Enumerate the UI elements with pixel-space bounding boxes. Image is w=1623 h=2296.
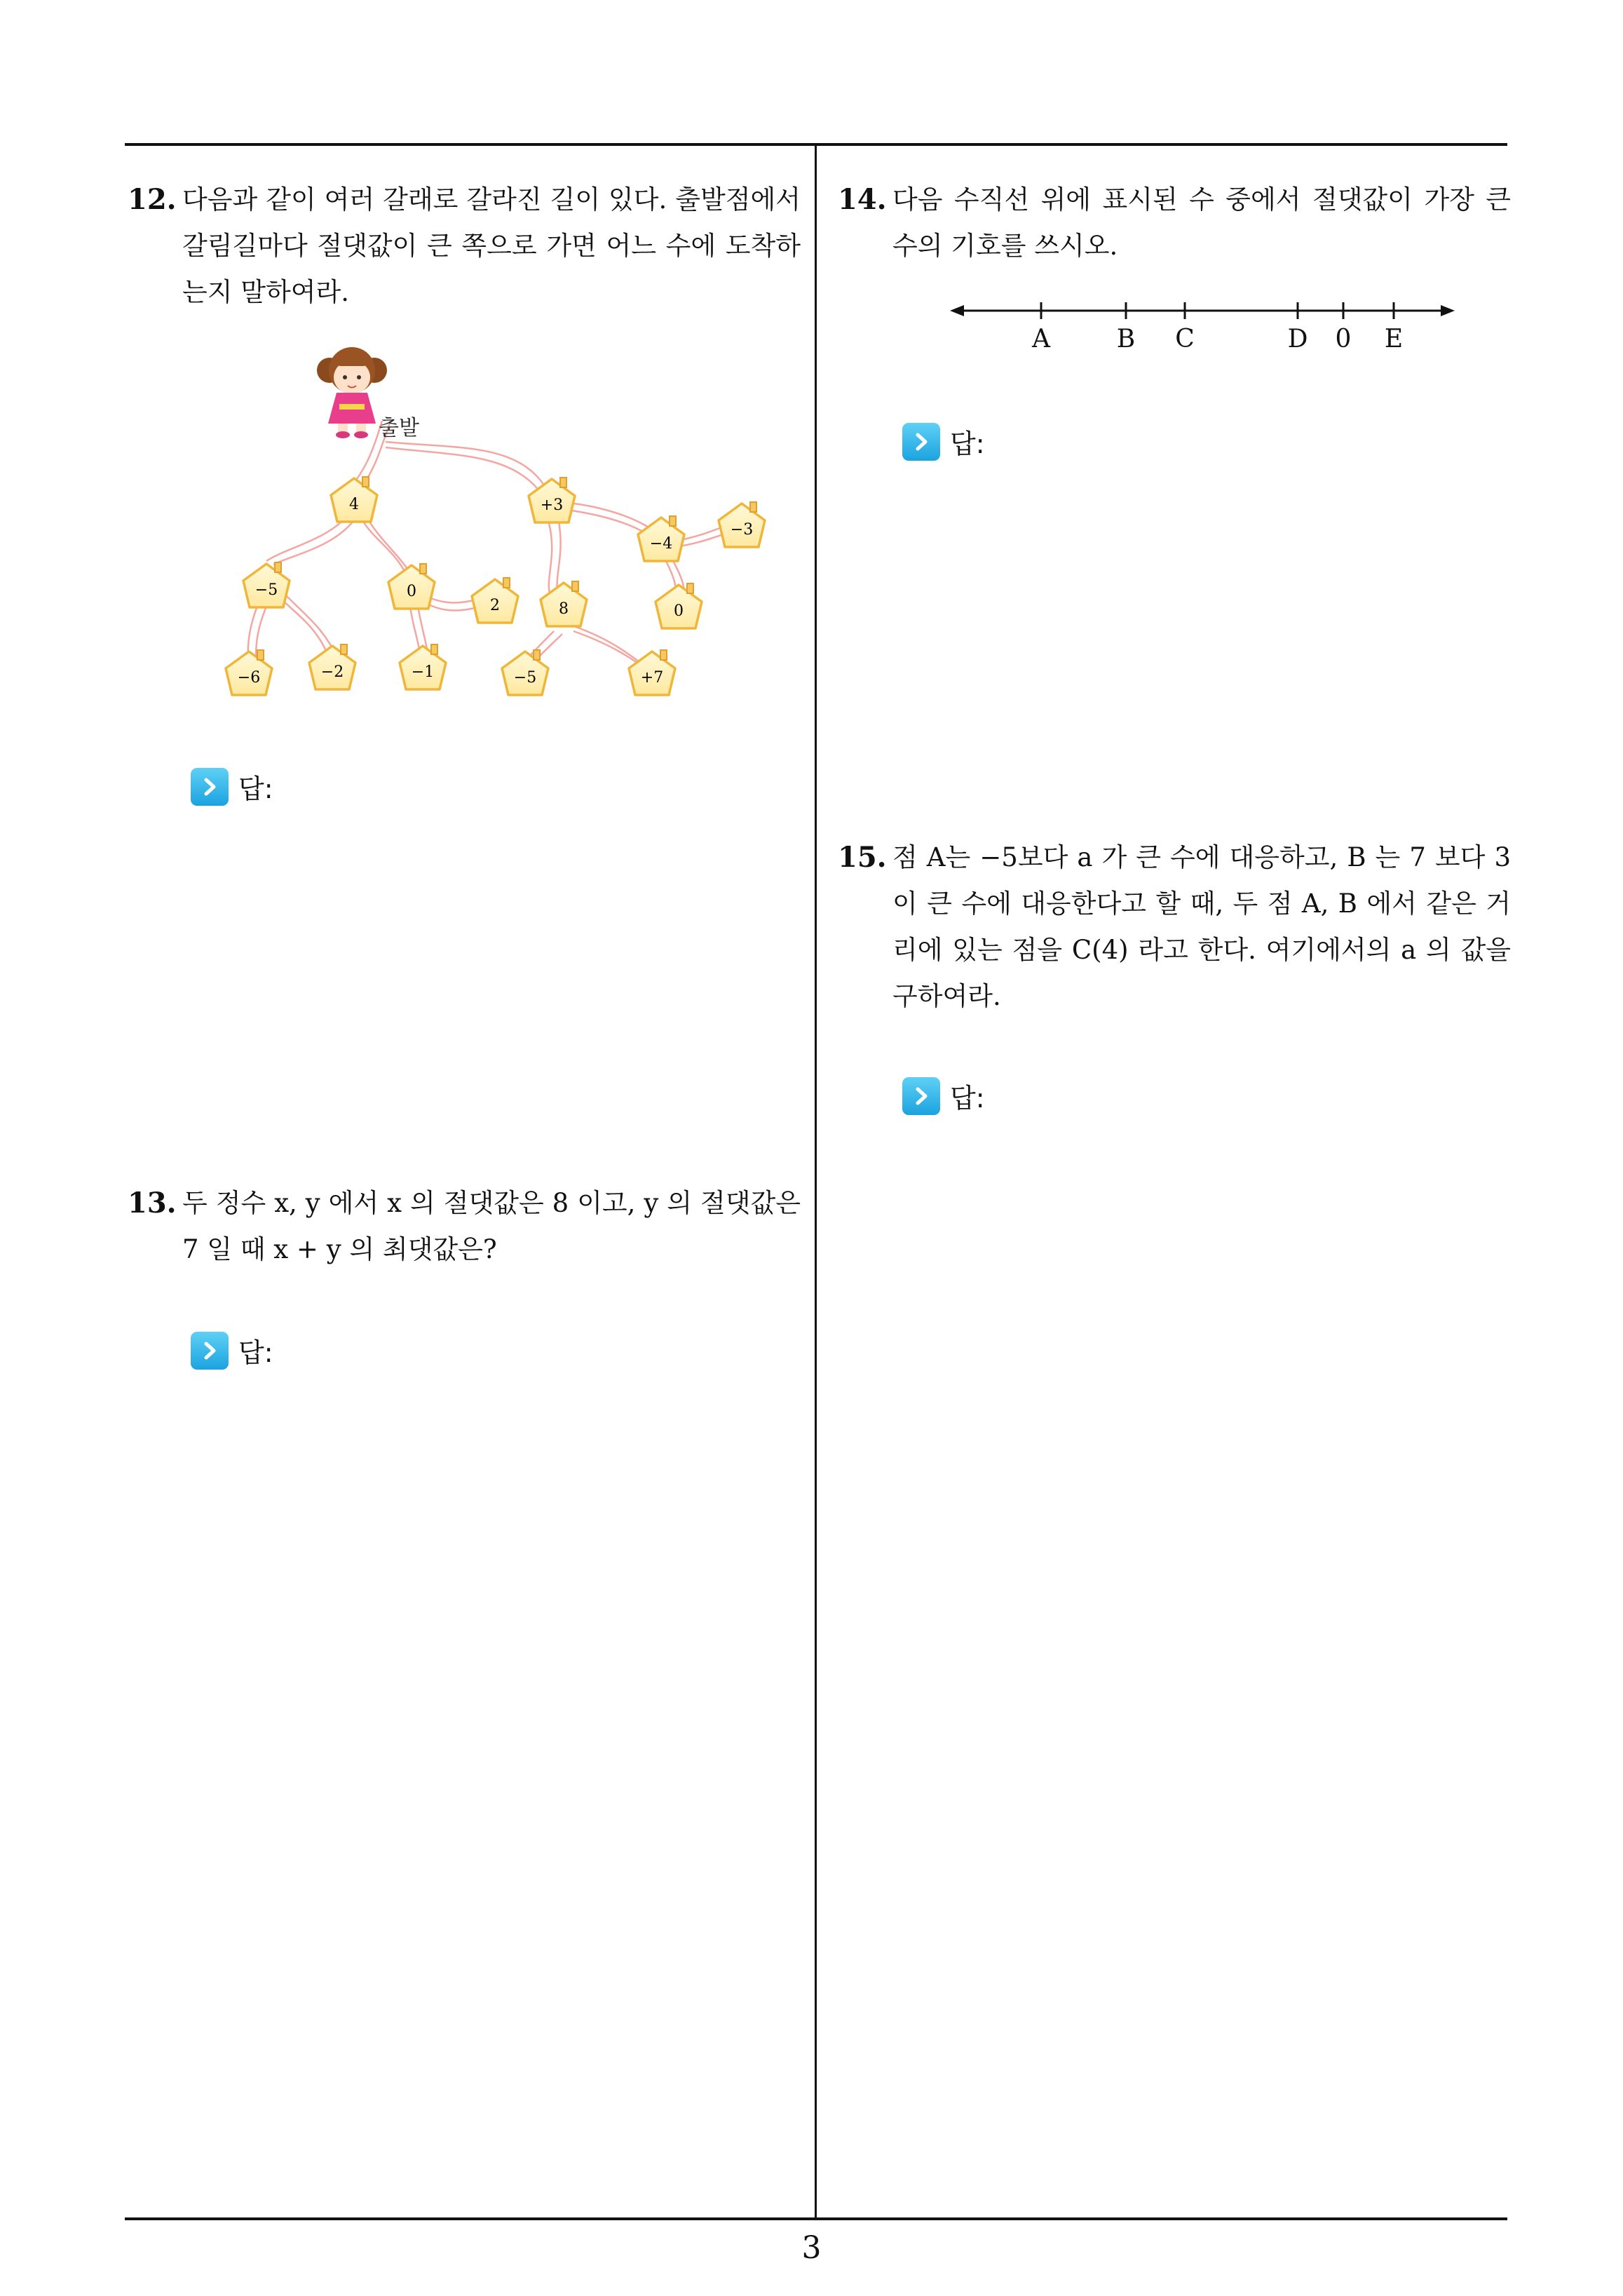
house-node [472,578,518,623]
bottom-rule [125,2217,1507,2220]
point-label: B [1116,325,1136,353]
branching-path-figure [210,337,799,729]
point-label: A [1032,325,1050,353]
house-node [656,583,702,628]
question-number: 15. [838,841,887,874]
chevron-right-icon [191,768,229,806]
house-node [541,581,587,626]
house-node [243,562,290,607]
question-text: 다음과 같이 여러 갈래로 갈라진 길이 있다. 출발점에서 갈림길마다 절댓값이 큰 쪽으로 가면 어느 수에 도착하는지 말하여라. [182,184,801,307]
answer-label: 답: [950,428,985,459]
svg-text:−5: −5 [254,581,278,599]
svg-text:−1: −1 [411,663,435,681]
answer-label: 답: [238,1337,273,1368]
point-label: D [1287,325,1308,353]
origin-label: 0 [1335,325,1352,353]
answer-prompt-15 [902,1076,985,1115]
chevron-right-icon [902,1077,940,1115]
svg-text:4: 4 [349,496,359,513]
point-label: E [1384,325,1404,353]
question-14 [838,177,1511,269]
svg-text:2: 2 [490,597,500,614]
question-number: 14. [838,183,887,216]
svg-text:+3: +3 [540,497,564,514]
svg-text:0: 0 [674,602,684,620]
question-number: 13. [128,1187,177,1220]
question-15 [838,835,1511,1020]
number-line-figure [950,291,1455,361]
answer-prompt-14 [902,422,985,461]
svg-text:−6: −6 [237,669,261,687]
chevron-right-icon [902,423,940,461]
question-13 [128,1180,801,1273]
house-node [388,564,435,609]
house-node [529,478,575,522]
house-node [502,650,548,695]
point-label: C [1175,325,1195,353]
house-node [226,650,272,695]
girl-start-icon [317,347,387,438]
answer-label: 답: [238,774,273,804]
svg-text:−5: −5 [513,669,537,687]
svg-text:−2: −2 [320,663,344,681]
question-number: 12. [128,183,177,216]
svg-text:8: 8 [559,600,569,618]
question-12 [128,177,801,316]
answer-prompt-12 [191,767,273,806]
house-node [309,644,355,689]
question-text: 점 A는 −5보다 a 가 큰 수에 대응하고, B 는 7 보다 3 이 큰 수에 대응한다고 할 때, 두 점 A, B 에서 같은 거리에 있는 점을 C(4) 라고 한다. 여기에서의 a 의 값을 구하여라. [892,842,1511,1011]
house-node [719,502,765,547]
answer-prompt-13 [191,1331,273,1370]
question-text: 다음 수직선 위에 표시된 수 중에서 절댓값이 가장 큰 수의 기호를 쓰시오. [892,184,1511,261]
house-node [638,516,684,561]
svg-text:−4: −4 [649,535,673,553]
house-node [629,650,675,695]
answer-label: 답: [950,1083,985,1114]
start-label: 출발 [379,416,419,440]
house-node [331,477,377,522]
svg-text:0: 0 [407,583,416,600]
chevron-right-icon [191,1332,229,1370]
svg-text:−3: −3 [730,521,754,539]
svg-text:+7: +7 [640,669,664,687]
column-divider [815,144,817,2218]
house-node [400,644,446,689]
question-text: 두 정수 x, y 에서 x 의 절댓값은 8 이고, y 의 절댓값은 7 일 때 x + y 의 최댓값은? [182,1188,801,1264]
page-number: 3 [801,2230,822,2266]
